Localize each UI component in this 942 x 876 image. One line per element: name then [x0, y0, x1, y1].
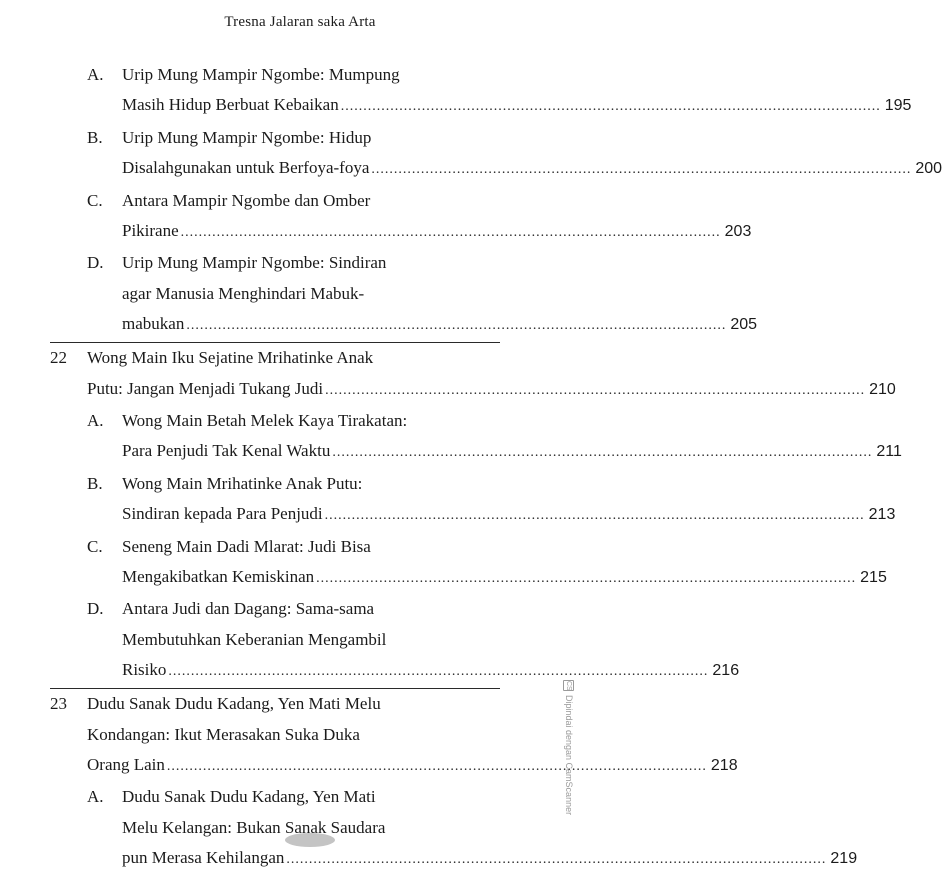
- section-letter: B.: [87, 127, 103, 147]
- entry-title-line: Wong Main Betah Melek Kaya Tirakatan:: [122, 410, 408, 430]
- entry-final-line: [122, 499, 896, 531]
- entry-title-line: Antara Judi dan Dagang: Sama-sama: [122, 599, 375, 619]
- section-letter: A.: [87, 787, 104, 807]
- entry-title-line: Dudu Sanak Dudu Kadang, Yen Mati Melu: [87, 694, 381, 714]
- entry-title-line: Disalahgunakan untuk Berfoya-foya: [122, 158, 370, 178]
- toc-section-entry[interactable]: [87, 782, 858, 875]
- page-number[interactable]: 218: [710, 756, 738, 774]
- dot-leader: ........................................................................................................................: [325, 382, 866, 398]
- dot-leader: ........................................................................................................................: [371, 162, 912, 178]
- page-number[interactable]: 211: [876, 443, 902, 461]
- entry-title-line: Urip Mung Mampir Ngombe: Hidup: [122, 127, 372, 147]
- page-number[interactable]: 200: [915, 160, 942, 178]
- dot-leader: ........................................................................................................................: [166, 758, 707, 774]
- entry-final-line: [122, 843, 858, 875]
- dot-leader: ........................................................................................................................: [340, 99, 881, 115]
- toc-section-entry[interactable]: [87, 123, 942, 186]
- entry-title-line: Dudu Sanak Dudu Kadang, Yen Mati: [122, 787, 376, 807]
- entry-title-line: Wong Main Iku Sejatine Mrihatinke Anak: [87, 348, 374, 368]
- page-number[interactable]: 213: [868, 506, 896, 524]
- entry-final-line: [122, 436, 902, 468]
- toc-chapter-entry[interactable]: [50, 343, 896, 406]
- dot-leader: ........................................................................................................................: [186, 318, 727, 334]
- watermark-text: Dipindai dengan CamScanner: [564, 695, 574, 816]
- dot-leader: ........................................................................................................................: [286, 852, 827, 868]
- dot-leader: ........................................................................................................................: [324, 508, 865, 524]
- entry-title-line: pun Merasa Kehilangan: [122, 848, 285, 868]
- dot-leader: ........................................................................................................................: [332, 445, 873, 461]
- page-number[interactable]: 216: [712, 662, 740, 680]
- page-edge-smudge: [285, 833, 335, 847]
- entry-final-line: [87, 374, 896, 406]
- entry-final-line: [122, 562, 887, 594]
- entry-final-line: [122, 309, 758, 341]
- page-number[interactable]: 203: [724, 223, 752, 241]
- toc-section-entry[interactable]: [87, 248, 758, 341]
- entry-final-line: [87, 750, 738, 782]
- entry-title-line: Seneng Main Dadi Mlarat: Judi Bisa: [122, 536, 371, 556]
- section-letter: C.: [87, 536, 103, 556]
- section-letter: D.: [87, 253, 104, 273]
- toc-section-entry[interactable]: [87, 186, 752, 249]
- page-number[interactable]: 219: [830, 850, 858, 868]
- entry-title-line: Sindiran kepada Para Penjudi: [122, 504, 323, 524]
- entry-title-line: Risiko: [122, 660, 167, 680]
- entry-title-line: Melu Kelangan: Bukan Sanak Saudara: [122, 817, 386, 837]
- section-letter: D.: [87, 599, 104, 619]
- section-letter: C.: [87, 190, 103, 210]
- entry-title-line: Orang Lain: [87, 754, 165, 774]
- page-number[interactable]: 195: [884, 97, 912, 115]
- entry-title-line: Urip Mung Mampir Ngombe: Mumpung: [122, 65, 400, 84]
- entry-final-line: [122, 153, 942, 185]
- toc-section-entry[interactable]: [87, 60, 912, 123]
- entry-title-line: Mengakibatkan Kemiskinan: [122, 567, 315, 586]
- camscanner-icon: CS: [565, 681, 573, 691]
- section-letter: B.: [87, 473, 103, 493]
- toc-section-entry[interactable]: [87, 469, 896, 532]
- entry-title-line: mabukan: [122, 314, 185, 334]
- entry-title-line: agar Manusia Menghindari Mabuk-: [122, 283, 365, 303]
- toc-section-entry[interactable]: [87, 532, 887, 595]
- entry-title-line: Wong Main Mrihatinke Anak Putu:: [122, 473, 363, 493]
- dot-leader: ........................................................................................................................: [316, 571, 857, 586]
- table-of-contents: [0, 60, 942, 876]
- running-header: Tresna Jalaran saka Arta: [224, 14, 376, 30]
- entry-title-line: Putu: Jangan Menjadi Tukang Judi: [87, 378, 324, 398]
- entry-title-line: Pikirane: [122, 221, 179, 241]
- entry-title-line: Kondangan: Ikut Merasakan Suka Duka: [87, 724, 360, 744]
- scanner-watermark: [562, 680, 576, 840]
- entry-title-line: Urip Mung Mampir Ngombe: Sindiran: [122, 253, 387, 273]
- toc-section-entry[interactable]: [87, 406, 902, 469]
- dot-leader: ........................................................................................................................: [180, 225, 721, 241]
- entry-title-line: Masih Hidup Berbuat Kebaikan: [122, 95, 339, 115]
- dot-leader: ........................................................................................................................: [168, 664, 709, 680]
- entry-title-line: Antara Mampir Ngombe dan Omber: [122, 190, 371, 210]
- chapter-number: 22: [50, 348, 67, 368]
- page-number[interactable]: 215: [860, 569, 887, 586]
- entry-final-line: [122, 216, 752, 248]
- page-number[interactable]: 205: [730, 316, 758, 334]
- entry-title-line: Membutuhkan Keberanian Mengambil: [122, 629, 387, 649]
- page-number[interactable]: 210: [869, 380, 896, 398]
- chapter-number: 23: [50, 694, 67, 714]
- section-letter: A.: [87, 410, 104, 430]
- entry-final-line: [122, 90, 912, 122]
- entry-title-line: Para Penjudi Tak Kenal Waktu: [122, 441, 331, 461]
- section-letter: A.: [87, 65, 104, 84]
